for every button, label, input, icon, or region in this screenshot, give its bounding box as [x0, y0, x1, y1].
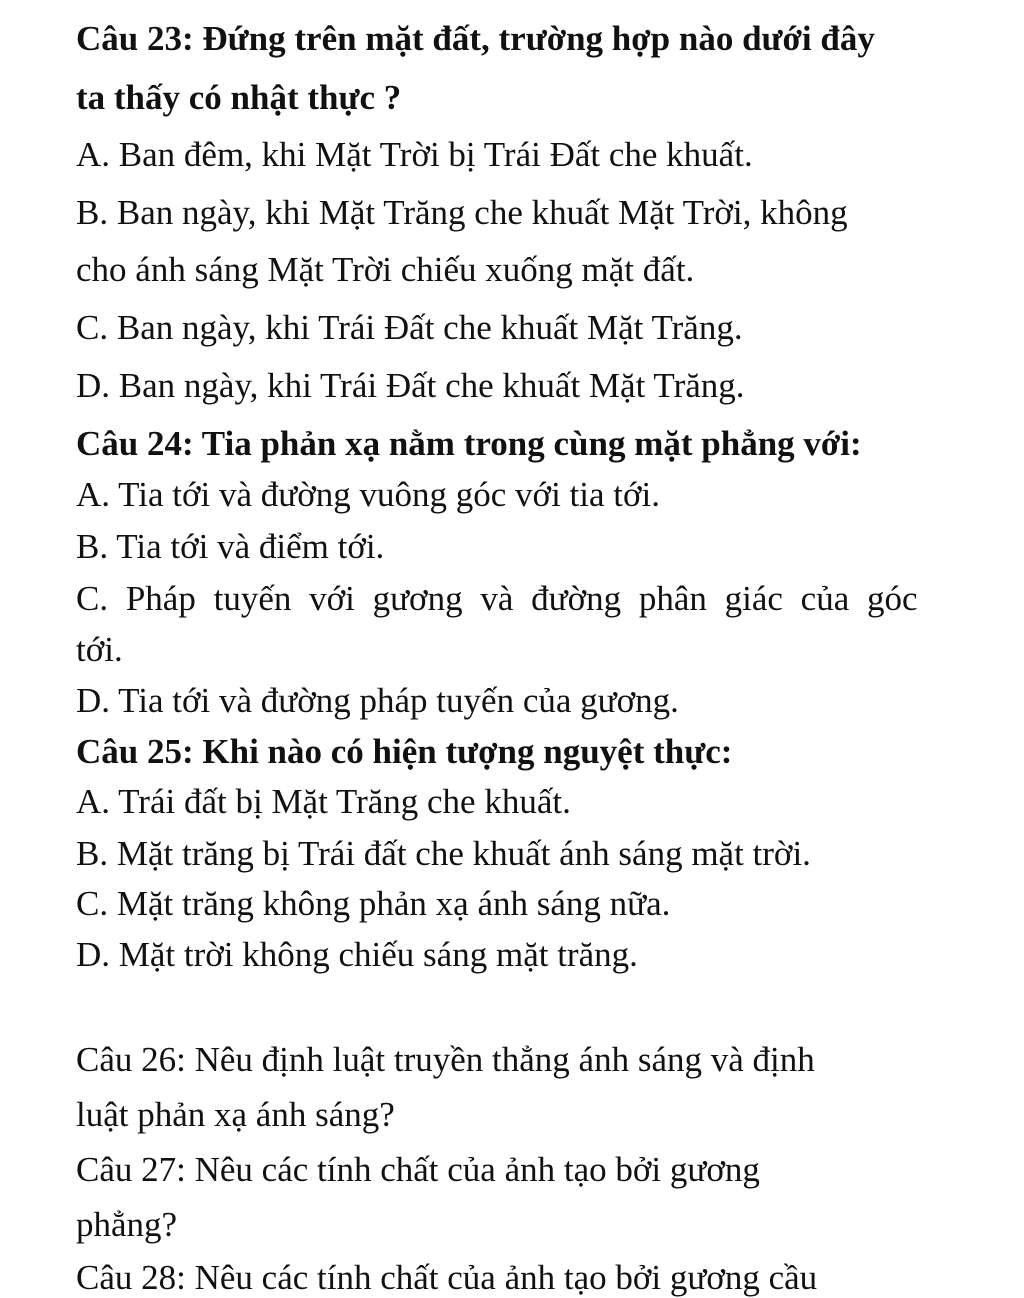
- q23-title-line1: Câu 23: Đứng trên mặt đất, trường hợp nào dưới đây: [76, 19, 875, 58]
- q27-line1: Câu 27: Nêu các tính chất của ảnh tạo bởi gương: [76, 1150, 760, 1189]
- q27-line2: phẳng?: [76, 1205, 178, 1244]
- q23-option-d: D. Ban ngày, khi Trái Đất che khuất Mặt Trăng.: [76, 366, 745, 405]
- q24-option-a: A. Tia tới và đường vuông góc với tia tới.: [76, 475, 660, 514]
- q23-title-line2: ta thấy có nhật thực ?: [76, 78, 402, 117]
- q25-title: Câu 25: Khi nào có hiện tượng nguyệt thực:: [76, 732, 733, 771]
- q23-option-c: C. Ban ngày, khi Trái Đất che khuất Mặt Trăng.: [76, 308, 743, 347]
- q25-option-b: B. Mặt trăng bị Trái đất che khuất ánh sáng mặt trời.: [76, 834, 811, 873]
- q25-option-c: C. Mặt trăng không phản xạ ánh sáng nữa.: [76, 884, 671, 923]
- q24-option-c-line2: tới.: [76, 630, 123, 669]
- q23-option-b-line1: B. Ban ngày, khi Mặt Trăng che khuất Mặt Trời, không: [76, 193, 848, 232]
- q26-line2: luật phản xạ ánh sáng?: [76, 1095, 395, 1134]
- q26-line1: Câu 26: Nêu định luật truyền thẳng ánh sáng và định: [76, 1040, 815, 1079]
- q25-option-a: A. Trái đất bị Mặt Trăng che khuất.: [76, 782, 571, 821]
- q24-option-d: D. Tia tới và đường pháp tuyến của gương.: [76, 681, 679, 720]
- q24-title: Câu 24: Tia phản xạ nằm trong cùng mặt phẳng với:: [76, 424, 862, 463]
- q24-option-b: B. Tia tới và điểm tới.: [76, 527, 385, 566]
- q23-option-b-line2: cho ánh sáng Mặt Trời chiếu xuống mặt đất.: [76, 250, 695, 289]
- q23-option-a: A. Ban đêm, khi Mặt Trời bị Trái Đất che khuất.: [76, 135, 753, 174]
- q25-option-d: D. Mặt trời không chiếu sáng mặt trăng.: [76, 935, 638, 974]
- q24-option-c-line1: C. Pháp tuyến với gương và đường phân giác của góc: [76, 579, 918, 618]
- q28-line1-cut: Câu 28: Nêu các tính chất của ảnh tạo bởi gương cầu: [76, 1258, 818, 1297]
